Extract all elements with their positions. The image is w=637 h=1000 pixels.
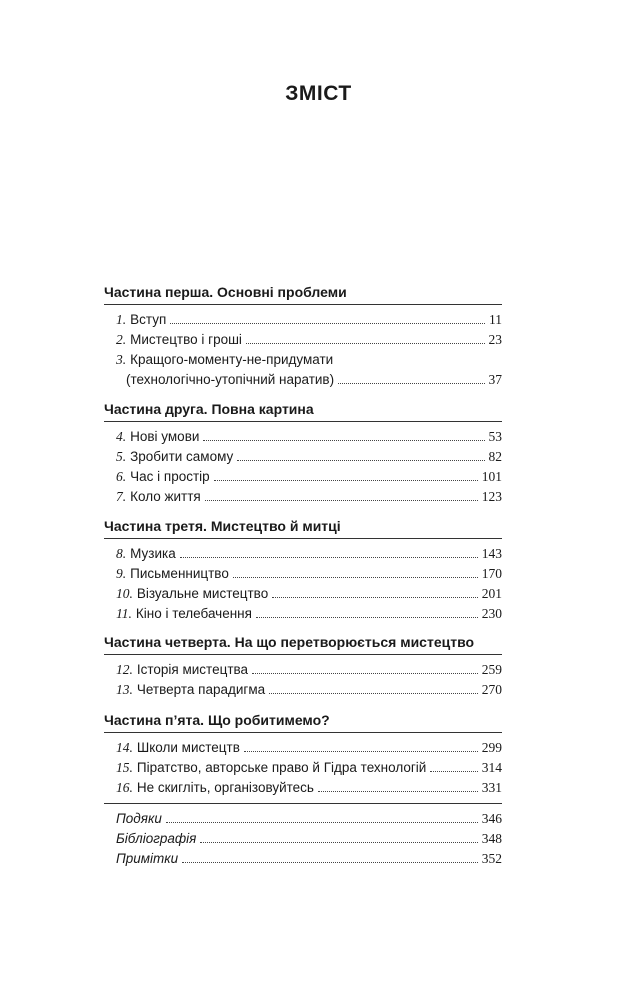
chapter-number: 13. xyxy=(116,682,133,697)
toc-entry[interactable] xyxy=(116,583,502,603)
page-number: 11 xyxy=(489,312,502,327)
part-title: Частина перша. Основні проблеми xyxy=(104,284,347,300)
dot-leader xyxy=(430,770,477,772)
toc-entry[interactable] xyxy=(116,659,502,679)
part-2 xyxy=(104,399,502,506)
page-number: 314 xyxy=(481,760,502,775)
toc-entry[interactable] xyxy=(116,563,502,583)
chapter-number: 14. xyxy=(116,740,133,755)
dot-leader xyxy=(170,322,485,324)
toc-entry[interactable] xyxy=(116,446,502,466)
dot-leader xyxy=(214,479,478,481)
toc-entry-bibliography[interactable] xyxy=(116,828,502,848)
part-title: Частина третя. Мистецтво й митці xyxy=(104,518,341,534)
page-number: 201 xyxy=(481,586,502,601)
part-3 xyxy=(104,516,502,623)
chapter-number: 1. xyxy=(116,312,127,327)
dot-leader xyxy=(244,750,478,752)
page-number: 143 xyxy=(481,546,502,561)
toc-entry[interactable] xyxy=(116,777,502,797)
chapter-title: Час і простір xyxy=(130,469,210,484)
chapter-number: 15. xyxy=(116,760,133,775)
chapter-title: Кіно і телебачення xyxy=(135,606,252,621)
dot-leader xyxy=(205,499,478,501)
chapter-number: 9. xyxy=(116,566,127,581)
dot-leader xyxy=(166,821,478,823)
chapter-number: 6. xyxy=(116,469,127,484)
dot-leader xyxy=(269,692,478,694)
chapter-title: Коло життя xyxy=(130,489,201,504)
page-number: 23 xyxy=(488,332,502,347)
toc-entry[interactable] xyxy=(116,309,502,329)
toc-entry[interactable] xyxy=(116,603,502,623)
chapter-title: Школи мистецтв xyxy=(136,740,240,755)
divider xyxy=(104,538,502,539)
chapter-number: 10. xyxy=(116,586,133,601)
page-number: 348 xyxy=(481,831,502,846)
page-number: 331 xyxy=(481,780,502,795)
chapter-title: Не скигліть, організовуйтесь xyxy=(136,780,314,795)
toc-entry[interactable] xyxy=(116,737,502,757)
part-title: Частина друга. Повна картина xyxy=(104,401,314,417)
chapter-number: 3. xyxy=(116,352,127,367)
toc-entry[interactable] xyxy=(116,466,502,486)
dot-leader xyxy=(256,616,478,618)
divider xyxy=(104,654,502,655)
chapter-title: Візуальне мистецтво xyxy=(136,586,269,601)
chapter-title: Мистецтво і гроші xyxy=(130,332,242,347)
chapter-title-continued: (технологічно-утопічний наратив) xyxy=(126,372,335,387)
chapter-number: 2. xyxy=(116,332,127,347)
toc-entry[interactable] xyxy=(116,486,502,506)
chapter-title: Четверта парадигма xyxy=(136,682,266,697)
chapter-number: 7. xyxy=(116,489,127,504)
back-matter-title: Бібліографія xyxy=(116,831,197,846)
toc-entry[interactable] xyxy=(116,543,502,563)
divider xyxy=(104,803,502,804)
chapter-number: 8. xyxy=(116,546,127,561)
page-number: 101 xyxy=(481,469,502,484)
chapter-number: 16. xyxy=(116,780,133,795)
page-number: 82 xyxy=(488,449,502,464)
dot-leader xyxy=(203,439,484,441)
chapter-number: 11. xyxy=(116,606,132,621)
dot-leader xyxy=(252,672,478,674)
back-matter-title: Примітки xyxy=(116,851,179,866)
part-title: Частина четверта. На що перетворюється мистецтво xyxy=(104,634,475,650)
toc-entry[interactable] xyxy=(116,329,502,349)
dot-leader xyxy=(180,556,478,558)
page-number: 53 xyxy=(488,429,502,444)
part-4 xyxy=(104,632,502,699)
chapter-number: 4. xyxy=(116,429,127,444)
toc-entry[interactable] xyxy=(116,426,502,446)
chapter-title: Піратство, авторське право й Гідра технологій xyxy=(136,760,427,775)
toc-entry[interactable] xyxy=(116,349,502,389)
part-title: Частина п’ята. Що робитимемо? xyxy=(104,712,330,728)
back-matter-title: Подяки xyxy=(116,811,162,826)
dot-leader xyxy=(237,459,484,461)
dot-leader xyxy=(338,382,484,384)
page-title: ЗМІСТ xyxy=(285,82,352,105)
dot-leader xyxy=(200,841,477,843)
chapter-title: Кращого-моменту-не-придумати xyxy=(130,352,334,367)
page-number: 352 xyxy=(481,851,502,866)
page-number: 170 xyxy=(481,566,502,581)
toc-entry-acknowledgements[interactable] xyxy=(116,808,502,828)
page-number: 346 xyxy=(481,811,502,826)
chapter-number: 12. xyxy=(116,662,133,677)
page-number: 270 xyxy=(481,682,502,697)
dot-leader xyxy=(272,596,478,598)
page-number: 259 xyxy=(481,662,502,677)
dot-leader xyxy=(182,861,478,863)
page-number: 37 xyxy=(488,372,502,387)
chapter-number: 5. xyxy=(116,449,127,464)
dot-leader xyxy=(233,576,478,578)
toc-entry[interactable] xyxy=(116,679,502,699)
dot-leader xyxy=(246,342,485,344)
divider xyxy=(104,304,502,305)
toc-entry-notes[interactable] xyxy=(116,848,502,868)
divider xyxy=(104,732,502,733)
divider xyxy=(104,421,502,422)
chapter-title: Зробити самому xyxy=(130,449,234,464)
toc-entry[interactable] xyxy=(116,757,502,777)
chapter-title: Вступ xyxy=(130,312,167,327)
part-1 xyxy=(104,282,502,389)
chapter-title: Нові умови xyxy=(130,429,200,444)
chapter-title: Музика xyxy=(130,546,176,561)
page-number: 123 xyxy=(481,489,502,504)
chapter-title: Історія мистецтва xyxy=(136,662,249,677)
page-number: 230 xyxy=(481,606,502,621)
page-number: 299 xyxy=(481,740,502,755)
dot-leader xyxy=(318,790,478,792)
part-5 xyxy=(104,710,502,868)
chapter-title: Письменництво xyxy=(130,566,229,581)
